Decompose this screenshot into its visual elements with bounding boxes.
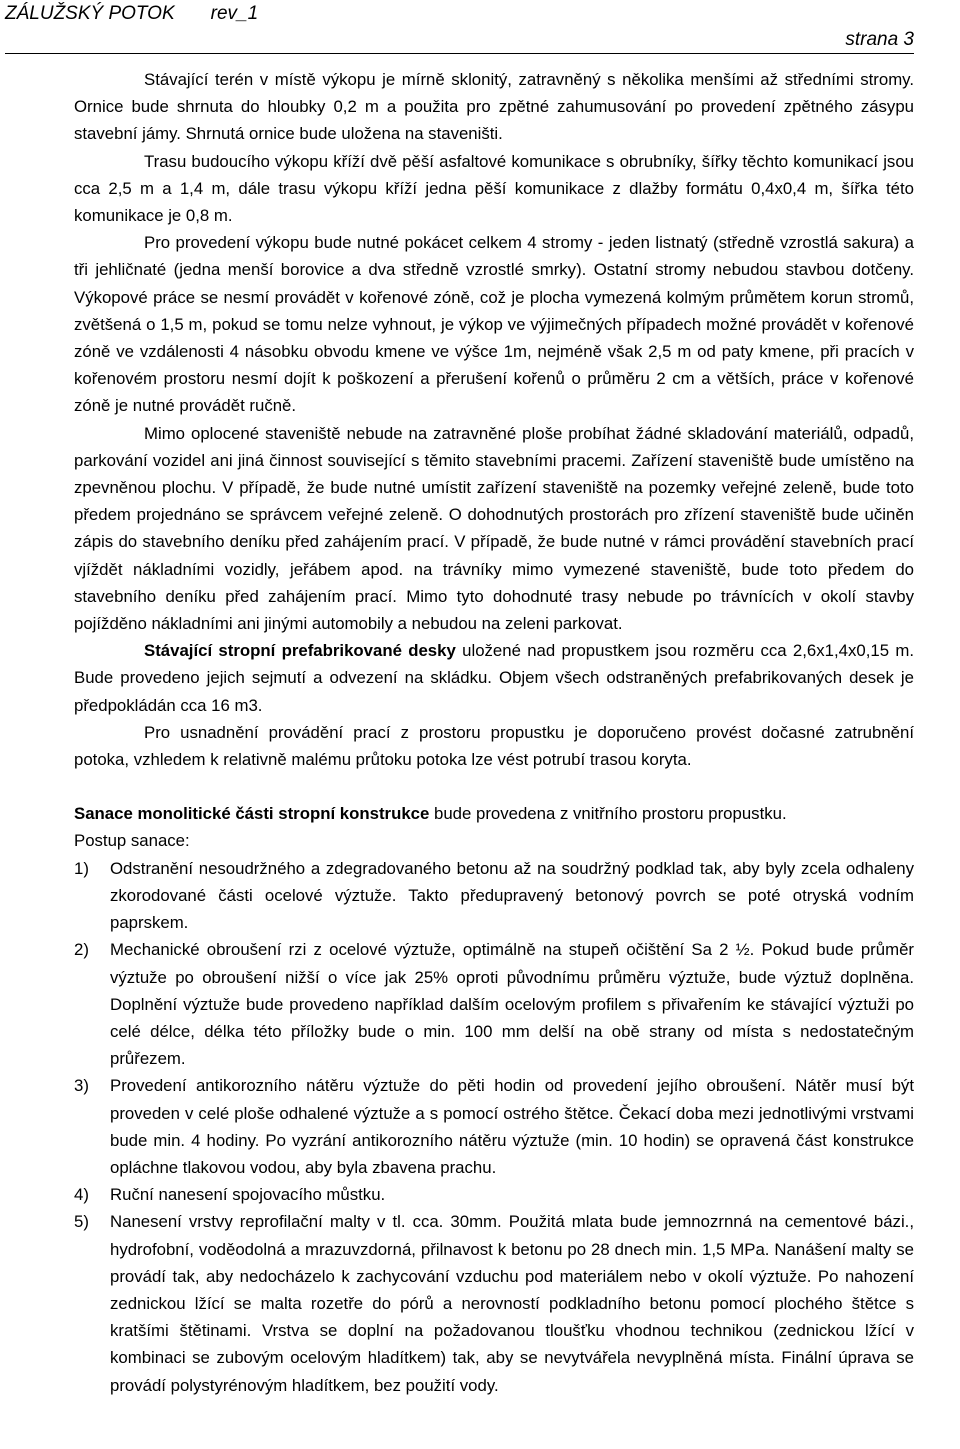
list-item-number: 4) (74, 1185, 89, 1205)
list-item-number: 5) (74, 1212, 89, 1232)
sanation-text: bude provedena z vnitřního prostoru propustku. (429, 804, 787, 824)
document-body (74, 66, 914, 1399)
list-item (74, 1072, 914, 1181)
list-item-text: Odstranění nesoudržného a zdegradovaného betonu až na soudržný podklad tak, aby byly zcela odhaleny zkorodované části ocelové výztuže. Takto předupravený betonový povrch se poté otryská vodním paprskem. (110, 858, 914, 933)
list-item-text: Mechanické obroušení rzi z ocelové výztuže, optimálně na stupeň očištění Sa 2 ½. Pokud bude průměr výztuže po obroušení nižší o více jak 25% oproti původnímu průměru výztuže, bude výztuž doplněna. Doplnění výztuže bude provedeno například dalším ocelovým profilem s přivařením ke stávající výztuži po celé délce, délka této příložky bude o min. 100 mm delší na obě strany od místa s nedostatečným průřezem. (110, 940, 914, 1069)
list-item (74, 1208, 914, 1398)
slabs-text: uložené nad propustkem jsou rozměru cca 2,6x1,4x0,15 m. Bude provedeno jejich sejmutí a odvezení na skládku. Objem všech odstraněných prefabrikovaných desek je předpokládán cca 16 m3. (74, 641, 914, 715)
list-item-number: 2) (74, 940, 89, 960)
page-number: strana 3 (845, 29, 914, 50)
paragraph-site: Mimo oplocené staveniště nebude na zatravněné ploše probíhat žádné skladování materiálů, odpadů, parkování vozidel ani jiná činnost související s těmito stavebními pracemi. Zařízení staveniště bude umístěno na zpevněnou plochu. V případě, že bude nutné umístit zařízení staveniště na pozemky veřejné zeleně, bude toto předem projednáno se správcem veřejné zeleně. O dohodnutých prostorách pro zřízení staveniště bude učiněn zápis do stavebního deníku před zahájením prací. V případě, že bude nutné v rámci provádění stavebních prací vjíždět nákladními vozidly, jeřábem apod. na trávníky mimo vymezené staveniště, bude toto předem do stavebního deníku před zahájením prací. Mimo tyto dohodnuté trasy nebude po trávnících v okolí stavby pojížděno nákladními ani jinými automobily a nebudou na zeleni parkovat. (74, 423, 914, 634)
revision-label: rev_1 (210, 3, 259, 24)
paragraph-trees: Pro provedení výkopu bude nutné pokácet celkem 4 stromy - jeden listnatý (středně vzrostlá sakura) a tři jehličnaté (jedna menší borovice a dva středně vzrostlé smrky). Ostatní stromy nebudou stavbou dotčeny. Výkopové práce se nesmí provádět v kořenové zóně, což je plocha vymezená kolmým průmětem korun stromů, zvětšená o 1,5 m, pokud se tomu nelze vyhnout, je výkop ve výjimečných případech možné provádět v kořenové zóně ve vzdálenosti 4 násobku obvodu kmene ve výšce 1m, nejméně však 2,5 m od paty kmene, při pracích v kořenovém prostoru nesmí dojít k poškození a přerušení kořenů o průměru 2 cm a větších, práce v kořenové zóně je nutné provádět ručně. (74, 233, 914, 416)
spacer (74, 773, 914, 800)
procedure-title: Postup sanace: (74, 831, 190, 851)
list-item (74, 936, 914, 1072)
page-header (0, 0, 960, 60)
list-item (74, 855, 914, 937)
list-item-text: Ruční nanesení spojovacího můstku. (110, 1185, 386, 1205)
paragraph-sanation (74, 800, 914, 827)
list-item-number: 3) (74, 1076, 89, 1096)
list-item-number: 1) (74, 858, 89, 878)
list-item (74, 1181, 914, 1208)
paragraph-terrain: Stávající terén v místě výkopu je mírně sklonitý, zatravněný s několika menšími až středními stromy. Ornice bude shrnuta do hloubky 0,2 m a použita pro zpětné zahumusování po provedení zpětného zásypu stavební jámy. Shrnutá ornice bude uložena na staveništi. (74, 70, 914, 144)
list-item-text: Provedení antikorozního nátěru výztuže do pěti hodin od provedení jejího obroušení. Nátěr musí být proveden v celé ploše odhalené výztuže a s pomocí ostrého štětce. Čekací doba mezi jednotlivými vrstvami bude min. 4 hodiny. Po vyzrání antikorozního nátěru výztuže (min. 10 hodin) se opravená část konstrukce opláchne tlakovou vodou, aby byla zbavena prachu. (110, 1076, 914, 1177)
procedure-list (74, 855, 914, 1399)
paragraph-piping: Pro usnadnění provádění prací z prostoru propustku je doporučeno provést dočasné zatrubnění potoka, vzhledem k relativně malému průtoku potoka lze vést potrubí trasou koryta. (74, 722, 914, 770)
header-rule (5, 53, 914, 54)
sanation-heading: Sanace monolitické části stropní konstrukce (74, 804, 430, 824)
document-name: ZÁLUŽSKÝ POTOK (5, 3, 175, 24)
list-item-text: Nanesení vrstvy reprofilační malty v tl. cca. 30mm. Použitá mlata bude jemnozrnná na cementové bázi., hydrofobní, voděodolná a mrazuvzdorná, přilnavost k betonu po 28 dnech min. 1,5 MPa. Nanášení malty se provádí tak, aby nedocházelo k zachycování vzduchu pod materiálem nebo v okolí výztuže. Po nahození zednickou lžící se malta rozetře do pórů a nerovností podkladního betonu pomocí plochého štětce s kratšími štětinami. Vrstva se doplní na požadovanou tloušťku vhodnou technikou (zednickou lžící v kombinaci se zubovým ocelovým hladítkem) tak, aby se nevytvářela nevyplněná místa. Finální úprava se provádí polystyrénovým hladítkem, bez použití vody. (110, 1212, 914, 1395)
header-left (5, 3, 294, 25)
paragraph-slabs (74, 637, 914, 719)
paragraph-roads: Trasu budoucího výkopu kříží dvě pěší asfaltové komunikace s obrubníky, šířky těchto komunikací jsou cca 2,5 m a 1,4 m, dále trasu výkopu kříží jedna pěší komunikace z dlažby formátu 0,4x0,4 m, šířka této komunikace je 0,8 m. (74, 151, 914, 226)
slabs-heading: Stávající stropní prefabrikované desky (144, 641, 456, 661)
